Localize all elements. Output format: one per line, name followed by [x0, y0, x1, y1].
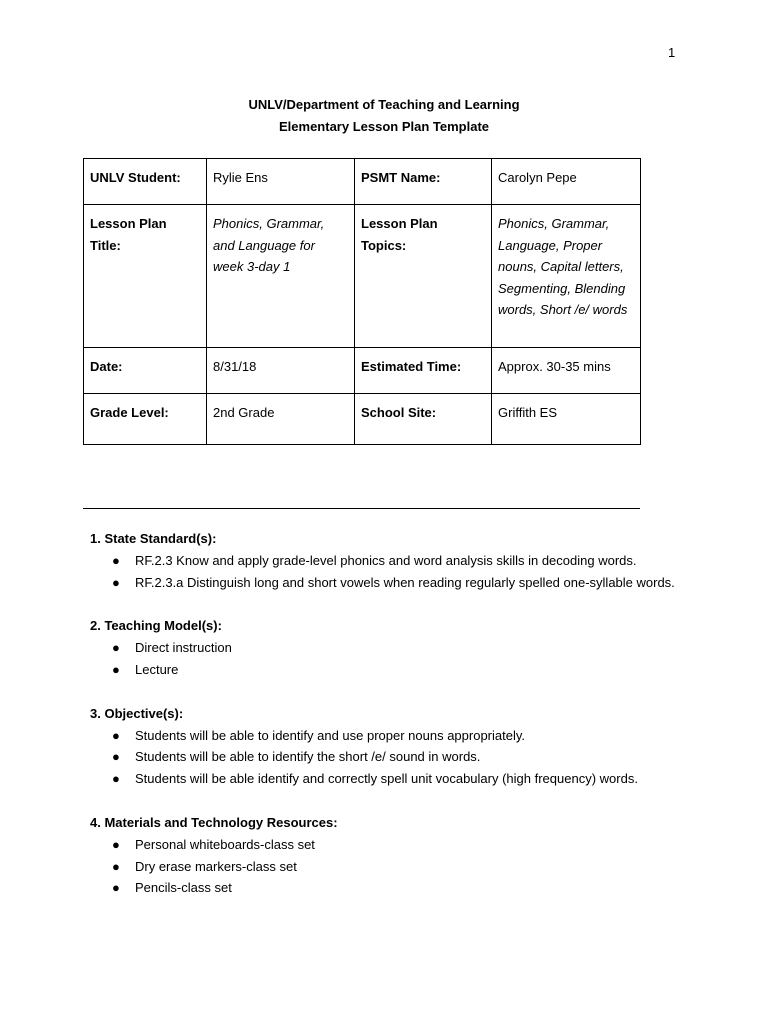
list-item: [90, 877, 710, 899]
table-row: [84, 394, 641, 445]
list-item-text: Students will be able to identify and use proper nouns appropriately.: [135, 727, 526, 743]
site-value: Griffith ES: [492, 394, 641, 445]
bullet-list: [90, 550, 710, 594]
objectives-section: [90, 703, 710, 790]
title-value: Phonics, Grammar, and Language for week 3-day 1: [207, 205, 355, 348]
table-row: [84, 205, 641, 348]
list-item: [90, 550, 710, 572]
list-item: [90, 856, 710, 878]
state-standards-section: [90, 528, 710, 593]
bullet-icon: ●: [112, 836, 120, 852]
page-number: 1: [668, 45, 676, 60]
list-item: [90, 768, 710, 790]
list-item-text: Students will be able identify and correctly spell unit vocabulary (high frequency) words.: [135, 771, 638, 787]
section-heading: 1. State Standard(s):: [90, 531, 217, 546]
list-item-text: Students will be able to identify the short /e/ sound in words.: [135, 749, 481, 765]
student-label: UNLV Student:: [84, 159, 207, 205]
site-label: School Site:: [355, 394, 492, 445]
bullet-icon: ●: [112, 771, 120, 787]
bullet-icon: ●: [112, 749, 120, 765]
grade-label: Grade Level:: [84, 394, 207, 445]
list-item: [90, 637, 710, 659]
materials-section: [90, 812, 710, 899]
date-label: Date:: [84, 348, 207, 394]
bullet-icon: ●: [112, 661, 120, 677]
list-item: [90, 834, 710, 856]
list-item-text: Lecture: [135, 661, 179, 677]
department-title: UNLV/Department of Teaching and Learning: [248, 97, 520, 112]
teaching-models-section: [90, 615, 710, 680]
bullet-icon: ●: [112, 880, 120, 896]
template-title: Elementary Lesson Plan Template: [279, 119, 489, 134]
list-item-text: Direct instruction: [135, 640, 232, 656]
section-heading: 4. Materials and Technology Resources:: [90, 814, 338, 830]
lesson-sections: [90, 528, 710, 921]
list-item: [90, 572, 710, 594]
student-value: Rylie Ens: [207, 159, 355, 205]
psmt-label: PSMT Name:: [355, 159, 492, 205]
lesson-info-table: [83, 158, 641, 445]
list-item: [90, 746, 710, 768]
bullet-icon: ●: [112, 858, 120, 874]
table-row: [84, 159, 641, 205]
table-row: [84, 348, 641, 394]
list-item: [90, 725, 710, 747]
bullet-list: [90, 637, 710, 681]
time-value: Approx. 30-35 mins: [492, 348, 641, 394]
section-heading: 3. Objective(s):: [90, 705, 184, 721]
bullet-icon: ●: [112, 574, 120, 590]
topics-value: Phonics, Grammar, Language, Proper nouns, Capital letters, Segmenting, Blending words, Short /e/ words: [492, 205, 641, 348]
horizontal-divider: [83, 508, 640, 509]
bullet-icon: ●: [112, 640, 120, 656]
section-heading: 2. Teaching Model(s):: [90, 618, 222, 634]
time-label: Estimated Time:: [355, 348, 492, 394]
list-item-text: RF.2.3.a Distinguish long and short vowels when reading regularly spelled one-syllable words.: [135, 574, 675, 590]
list-item: [90, 659, 710, 681]
document-header: [0, 94, 768, 138]
bullet-list: [90, 834, 710, 899]
list-item-text: Personal whiteboards-class set: [135, 836, 315, 852]
list-item-text: RF.2.3 Know and apply grade-level phonics and word analysis skills in decoding words.: [135, 552, 637, 568]
date-value: 8/31/18: [207, 348, 355, 394]
bullet-icon: ●: [112, 727, 120, 743]
grade-value: 2nd Grade: [207, 394, 355, 445]
topics-label: Lesson Plan Topics:: [355, 205, 492, 348]
list-item-text: Dry erase markers-class set: [135, 858, 297, 874]
bullet-list: [90, 725, 710, 790]
list-item-text: Pencils-class set: [135, 880, 232, 896]
psmt-value: Carolyn Pepe: [492, 159, 641, 205]
bullet-icon: ●: [112, 552, 120, 568]
title-label: Lesson Plan Title:: [84, 205, 207, 348]
